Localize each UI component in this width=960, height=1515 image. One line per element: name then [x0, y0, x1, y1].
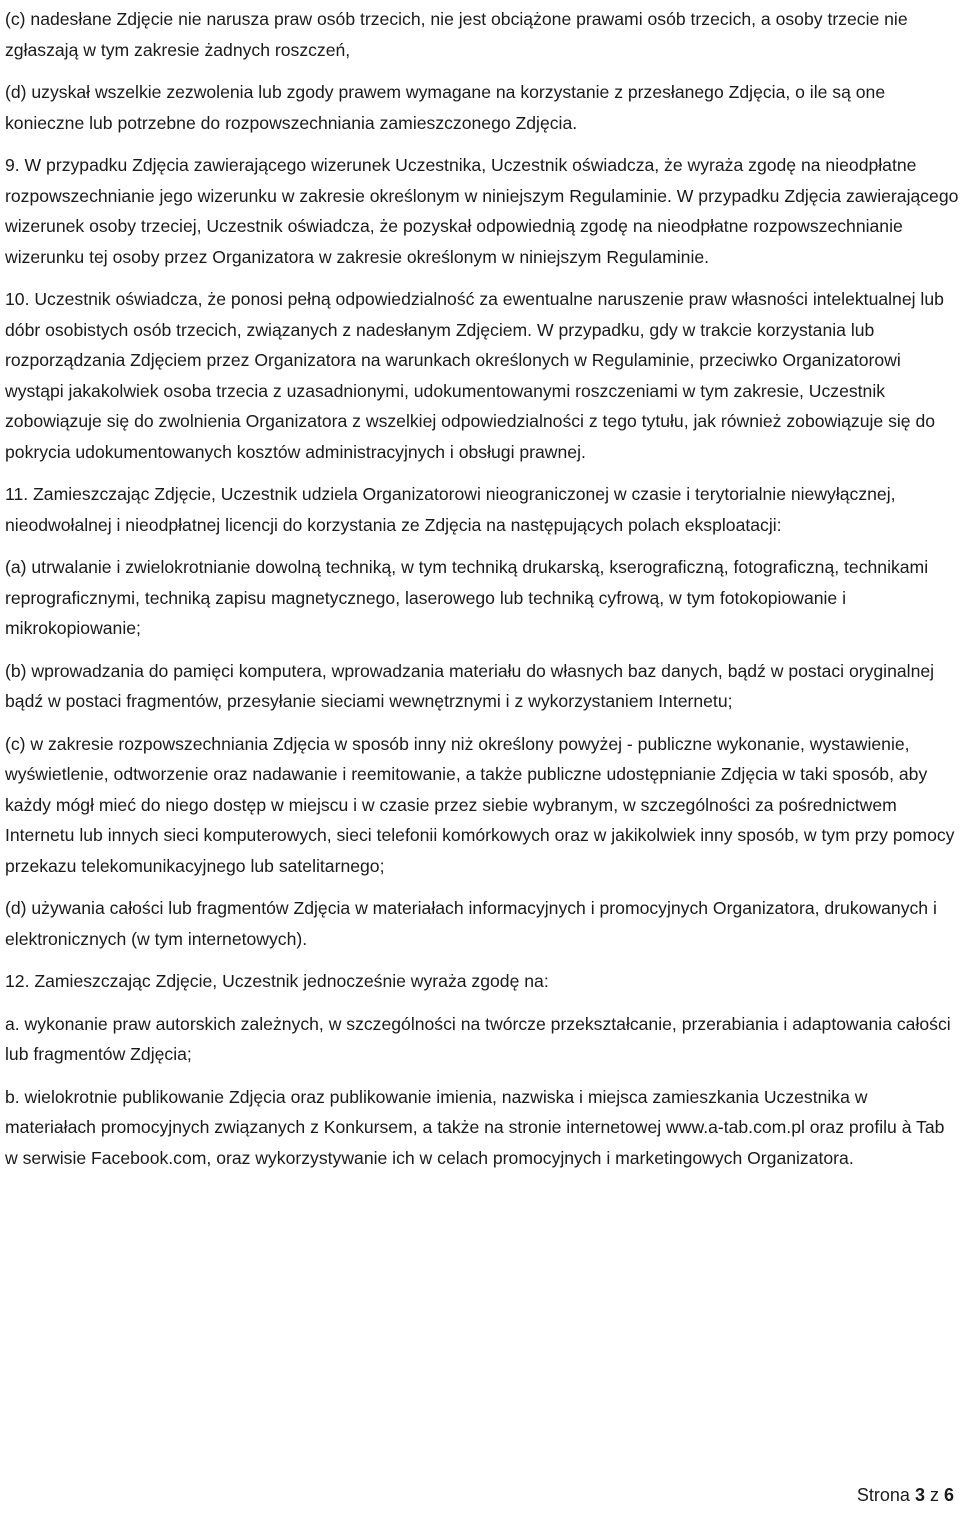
paragraph-11-license: 11. Zamieszczając Zdjęcie, Uczestnik udziela Organizatorowi nieograniczonej w czasie i terytorialnie niewyłącznej, nieodwołalnej i nieodpłatnej licencji do korzystania ze Zdjęcia na następujących polach eksploatacji: — [5, 484, 896, 535]
page-number-current: 3 — [914, 1485, 925, 1505]
paragraph-11b-computer-memory: (b) wprowadzania do pamięci komputera, wprowadzania materiału do własnych baz danych, bądź w postaci oryginalnej bądź w postaci fragmentów, przesyłanie sieciami wewnętrznymi i z wykorzystaniem Internetu; — [5, 660, 935, 711]
page-number-prefix: Strona — [856, 1485, 910, 1505]
page-number-footer — [857, 1483, 954, 1507]
paragraph-d-permissions: (d) uzyskał wszelkie zezwolenia lub zgody prawem wymagane na korzystanie z przesłanego Zdjęcia, o ile są one konieczne lub potrzebne do rozpowszechniania zamieszczonego Zdjęcia. — [5, 82, 886, 133]
paragraph-11d-promotional-materials: (d) używania całości lub fragmentów Zdjęcia w materiałach informacyjnych i promocyjnych Organizatora, drukowanych i elektronicznych (w tym internetowych). — [5, 898, 937, 949]
paragraph-12a-derivative-rights: a. wykonanie praw autorskich zależnych, w szczególności na twórcze przekształcanie, przerabiania i adaptowania całości lub fragmentów Zdjęcia; — [5, 1013, 951, 1064]
page-number-total: 6 — [943, 1485, 954, 1505]
document-body — [5, 4, 960, 1185]
paragraph-11c-distribution: (c) w zakresie rozpowszechniania Zdjęcia w sposób inny niż określony powyżej - publiczne wykonanie, wystawienie, wyświetlenie, odtworzenie oraz nadawanie i reemitowanie, a także publiczne udostępnianie Zdjęcia w taki sposób, aby każdy mógł mieć do niego dostęp w miejscu i w czasie przez siebie wybranym, w szczególności za pośrednictwem Internetu lub innych sieci komputerowych, sieci telefonii komórkowych oraz w jakikolwiek inny sposób, w tym przy pomocy przekazu telekomunikacyjnego lub satelitarnego; — [5, 733, 955, 876]
paragraph-c-third-party-rights: (c) nadesłane Zdjęcie nie narusza praw osób trzecich, nie jest obciążone prawami osób trzecich, a osoby trzecie nie zgłaszają w tym zakresie żadnych roszczeń, — [5, 9, 908, 60]
paragraph-10-liability: 10. Uczestnik oświadcza, że ponosi pełną odpowiedzialność za ewentualne naruszenie praw własności intelektualnej lub dóbr osobistych osób trzecich, związanych z nadesłanym Zdjęciem. W przypadku, gdy w trakcie korzystania lub rozporządzania Zdjęciem przez Organizatora na warunkach określonych w Regulaminie, przeciwko Organizatorowi wystąpi jakakolwiek osoba trzecia z uzasadnionymi, udokumentowanymi roszczeniami w tym zakresie, Uczestnik zobowiązuje się do zwolnienia Organizatora z wszelkiej odpowiedzialności z tego tytułu, jak również zobowiązuje się do pokrycia udokumentowanych kosztów administracyjnych i obsługi prawnej. — [5, 289, 944, 462]
paragraph-9-image-consent: 9. W przypadku Zdjęcia zawierającego wizerunek Uczestnika, Uczestnik oświadcza, że wyraża zgodę na nieodpłatne rozpowszechnianie jego wizerunku w zakresie określonym w niniejszym Regulaminie. W przypadku Zdjęcia zawierającego wizerunek osoby trzeciej, Uczestnik oświadcza, że pozyskał odpowiednią zgodę na nieodpłatne rozpowszechnianie wizerunku tej osoby przez Organizatora w zakresie określonym w niniejszym Regulaminie. — [5, 155, 959, 267]
paragraph-11a-recording: (a) utrwalanie i zwielokrotnianie dowolną techniką, w tym techniką drukarską, kserograficzną, fotograficzną, technikami reprograficznymi, techniką zapisu magnetycznego, laserowego lub techniką cyfrową, w tym fotokopiowanie i mikrokopiowanie; — [5, 557, 929, 638]
paragraph-12b-publication: b. wielokrotnie publikowanie Zdjęcia oraz publikowanie imienia, nazwiska i miejsca zamieszkania Uczestnika w materiałach promocyjnych związanych z Konkursem, a także na stronie internetowej www.a-tab.com.pl oraz profilu à Tab w serwisie Facebook.com, oraz wykorzystywanie ich w celach promocyjnych i marketingowych Organizatora. — [5, 1086, 945, 1168]
paragraph-12-consent: 12. Zamieszczając Zdjęcie, Uczestnik jednocześnie wyraża zgodę na: — [5, 971, 549, 991]
page-number-separator: z — [929, 1485, 939, 1505]
